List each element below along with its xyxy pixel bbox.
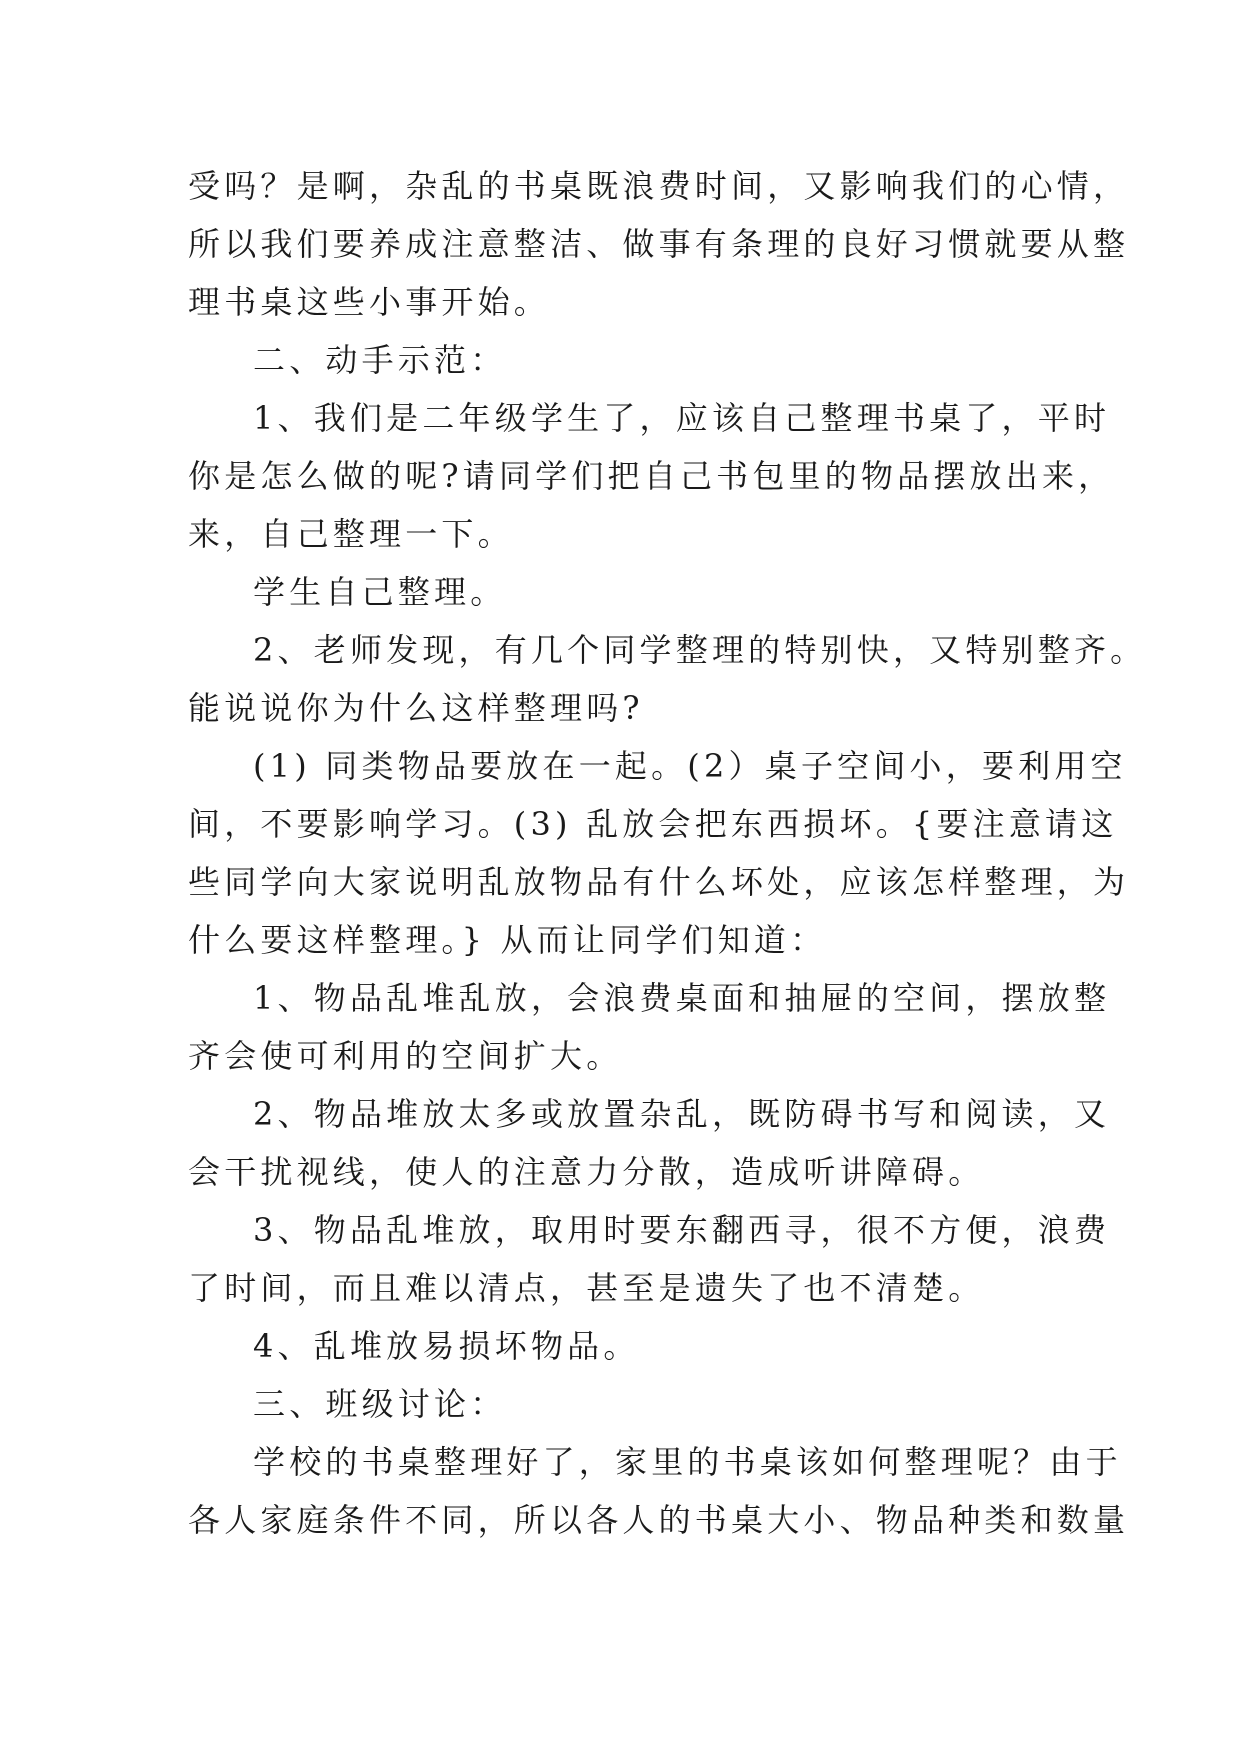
text-line: 1、物品乱堆乱放，会浪费桌面和抽屉的空间，摆放整	[253, 979, 1111, 1017]
text-line: 些同学向大家说明乱放物品有什么坏处，应该怎样整理，为	[188, 863, 1130, 901]
text-line: 2、物品堆放太多或放置杂乱，既防碍书写和阅读，又	[253, 1095, 1111, 1133]
text-line: 2、老师发现，有几个同学整理的特别快，又特别整齐。	[253, 631, 1147, 669]
text-line: 受吗？是啊，杂乱的书桌既浪费时间，又影响我们的心情，	[188, 167, 1130, 205]
text-line: 什么要这样整理。} 从而让同学们知道：	[188, 921, 827, 959]
text-line: 所以我们要养成注意整洁、做事有条理的良好习惯就要从整	[188, 225, 1130, 263]
text-line: 你是怎么做的呢?请同学们把自己书包里的物品摆放出来，	[188, 457, 1115, 495]
text-line: 会干扰视线，使人的注意力分散，造成听讲障碍。	[188, 1153, 985, 1191]
text-line: 了时间，而且难以清点，甚至是遗失了也不清楚。	[188, 1269, 985, 1307]
text-line: 4、乱堆放易损坏物品。	[253, 1327, 640, 1365]
text-line: 齐会使可利用的空间扩大。	[188, 1037, 623, 1075]
text-line: (1) 同类物品要放在一起。(2）桌子空间小，要利用空	[253, 747, 1127, 785]
text-line: 学校的书桌整理好了，家里的书桌该如何整理呢？由于	[253, 1443, 1122, 1481]
section-heading: 三、班级讨论：	[253, 1385, 507, 1423]
section-heading: 二、动手示范：	[253, 341, 507, 379]
text-line: 理书桌这些小事开始。	[188, 283, 551, 321]
text-line: 学生自己整理。	[253, 573, 507, 611]
text-line: 间，不要影响学习。(3) 乱放会把东西损坏。{要注意请这	[188, 805, 1118, 843]
text-line: 3、物品乱堆放，取用时要东翻西寻，很不方便，浪费	[253, 1211, 1111, 1249]
text-line: 1、我们是二年级学生了，应该自己整理书桌了，平时	[253, 399, 1111, 437]
text-line: 能说说你为什么这样整理吗?	[188, 689, 644, 727]
text-line: 来，自己整理一下。	[188, 515, 514, 553]
text-line: 各人家庭条件不同，所以各人的书桌大小、物品种类和数量	[188, 1501, 1130, 1539]
